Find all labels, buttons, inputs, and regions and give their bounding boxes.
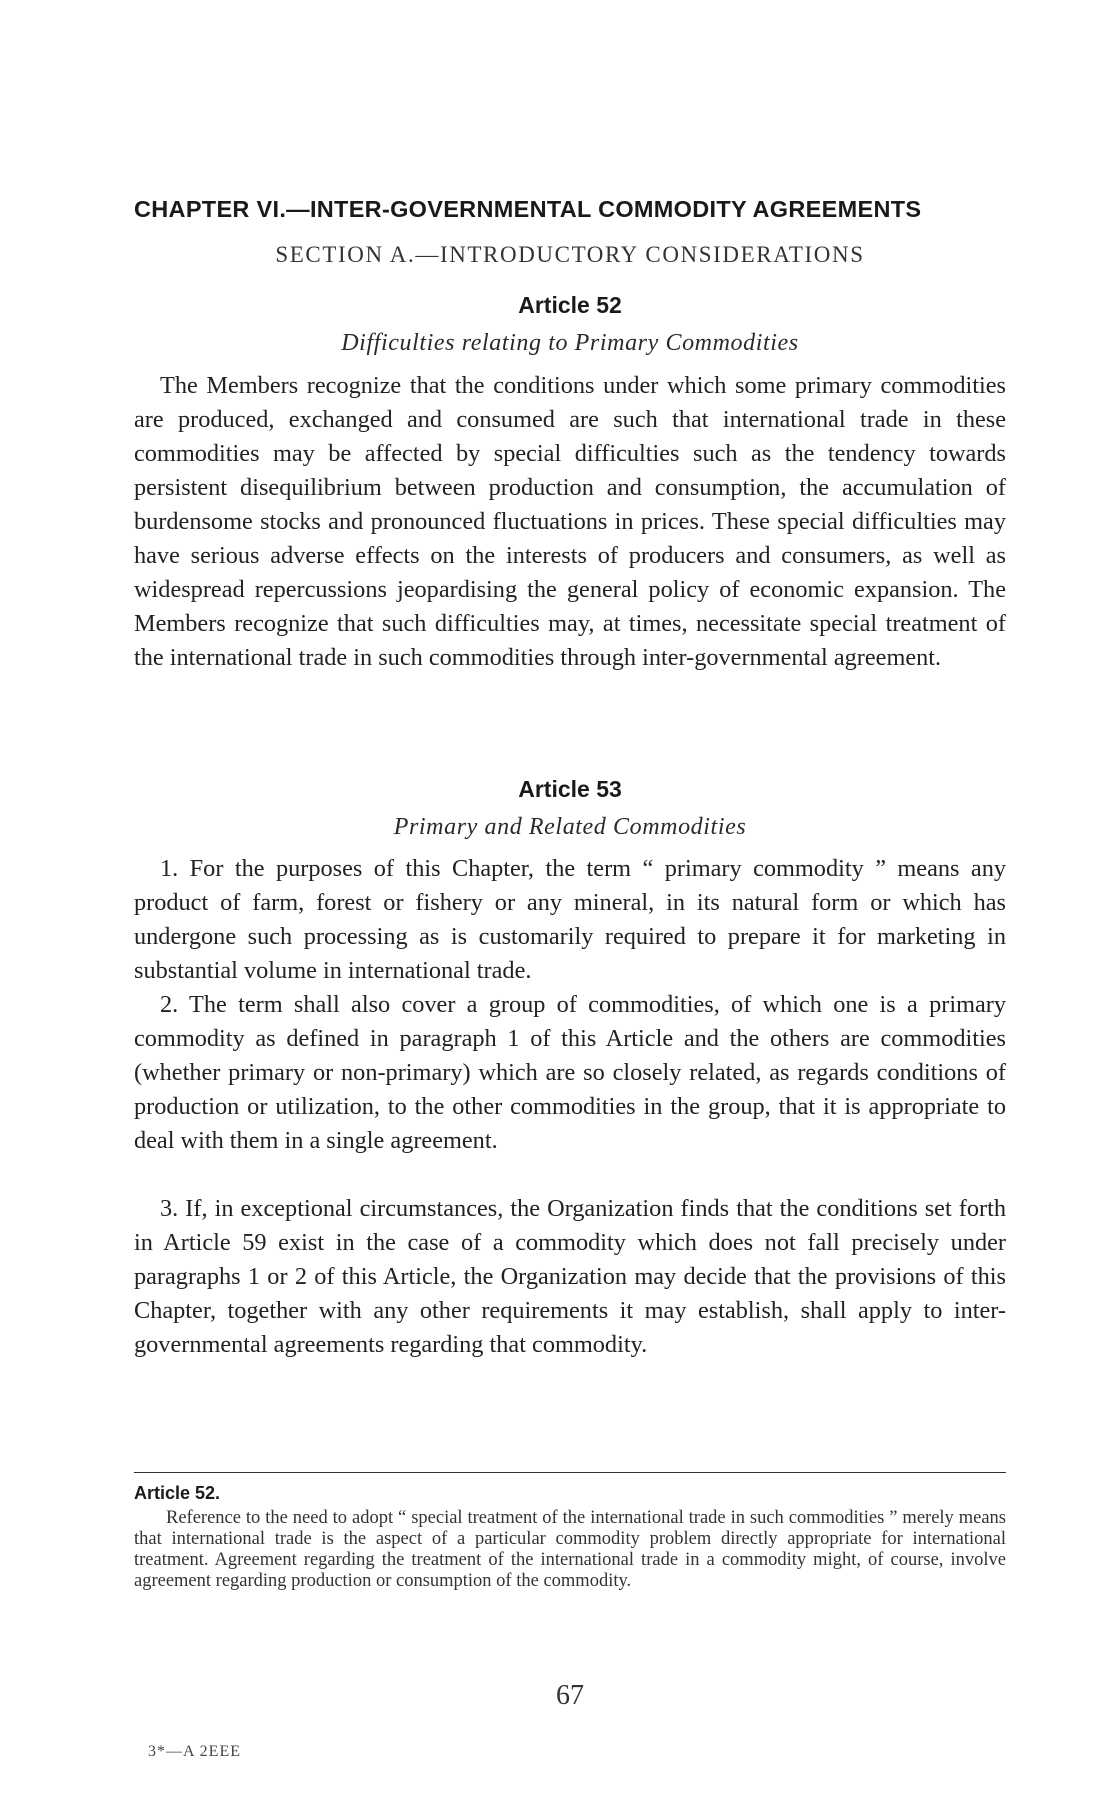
footnote-text: Reference to the need to adopt “ special treatment of the international trade in such commodities ” merely means that international trade is the aspect of a particular commodity problem directly appropriate for international treatment. Agreement regarding the treatment of the international trade in a commodity might, of course, involve agreement regarding production or consumption of the commodity. [134,1508,1006,1591]
article-53-paragraph-1: 1. For the purposes of this Chapter, the term “ primary commodity ” means any product of farm, forest or fishery or any mineral, in its natural form or which has undergone such processing as is customarily required to prepare it for marketing in substantial volume in international trade. [134,855,1006,984]
article-52-text: The Members recognize that the conditions under which some primary commodities are produced, exchanged and consumed are such that international trade in these commodities may be affected by special difficulties such as the tendency towards persistent disequilibrium between production and consumption, the accumulation of burdensome stocks and pronounced fluctuations in prices. These special difficulties may have serious adverse effects on the interests of producers and consumers, as well as widespread repercussions jeopardising the general policy of economic expansion. The Members recognize that such difficulties may, at times, necessitate special treatment of the international trade in such commodities through inter-governmental agreement. [134,372,1006,671]
footnote-divider [134,1472,1006,1473]
page-number: 67 [556,1680,584,1711]
chapter-title: CHAPTER VI.—INTER-GOVERNMENTAL COMMODITY AGREEMENTS [134,196,922,222]
printer-signature-mark: 3*—A 2EEE [148,1743,241,1760]
article-53-subheading: Primary and Related Commodities [393,814,747,840]
article-53-paragraph-2: 2. The term shall also cover a group of commodities, of which one is a primary commodity as defined in paragraph 1 of this Article and the others are commodities (whether primary or non-primary) which are so closely related, as regards conditions of production or utilization, to the other commodities in the group, that it is appropriate to deal with them in a single agreement. [134,991,1006,1154]
article-52-heading: Article 52 [518,292,622,318]
article-53-heading: Article 53 [518,776,622,802]
section-title: SECTION A.—INTRODUCTORY CONSIDERATIONS [275,242,865,267]
article-52-subheading: Difficulties relating to Primary Commodities [341,330,799,356]
article-53-paragraph-3: 3. If, in exceptional circumstances, the Organization finds that the conditions set forth in Article 59 exist in the case of a commodity which does not fall precisely under paragraphs 1 or 2 of this Article, the Organization may decide that the provisions of this Chapter, together with any other requirements it may establish, shall apply to inter-governmental agreements regarding that commodity. [134,1195,1006,1358]
footnote-heading: Article 52. [134,1483,221,1503]
